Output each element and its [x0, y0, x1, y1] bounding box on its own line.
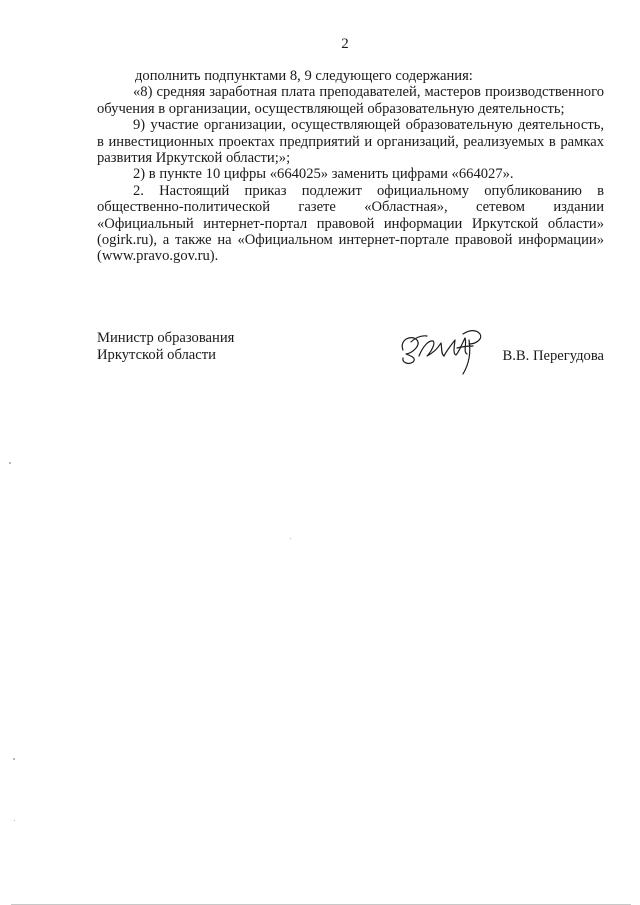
- signature-block: [97, 330, 604, 380]
- scan-artifact: [290, 538, 291, 539]
- signatory-name: В.В. Перегудова: [502, 348, 604, 364]
- handwritten-signature: [397, 326, 489, 378]
- document-body: [97, 68, 604, 265]
- scan-artifact: [13, 758, 15, 760]
- page-number: 2: [341, 36, 349, 52]
- scan-artifact: [14, 820, 15, 821]
- paragraph-publication: 2. Настоящий приказ подлежит официальному опубликованию в общественно-политической газете «Областная», сетевом издании «Официальный интернет-портал правовой информации Иркутской области» (ogirk.ru), а также на «Официальном интернет-портале правовой информации» (www.pravo.gov.ru).: [97, 182, 604, 265]
- paragraph-intro: дополнить подпунктами 8, 9 следующего содержания:: [135, 68, 473, 84]
- paragraph-item-9: 9) участие организации, осуществляющей образовательную деятельность, в инвестиционных проектах предприятий и организаций, реализуемых в рамках развития Иркутской области;»;: [97, 117, 604, 167]
- scan-artifact: [9, 462, 11, 464]
- signatory-title-line-1: Министр образования: [97, 330, 235, 346]
- signatory-title-line-2: Иркутской области: [97, 347, 216, 363]
- paragraph-point-2: 2) в пункте 10 цифры «664025» заменить цифрами «664027».: [133, 166, 514, 183]
- signatory-title: [97, 330, 234, 364]
- paragraph-item-8: «8) средняя заработная плата преподавателей, мастеров производственного обучения в организации, осуществляющей образовательную деятельность;: [97, 84, 604, 117]
